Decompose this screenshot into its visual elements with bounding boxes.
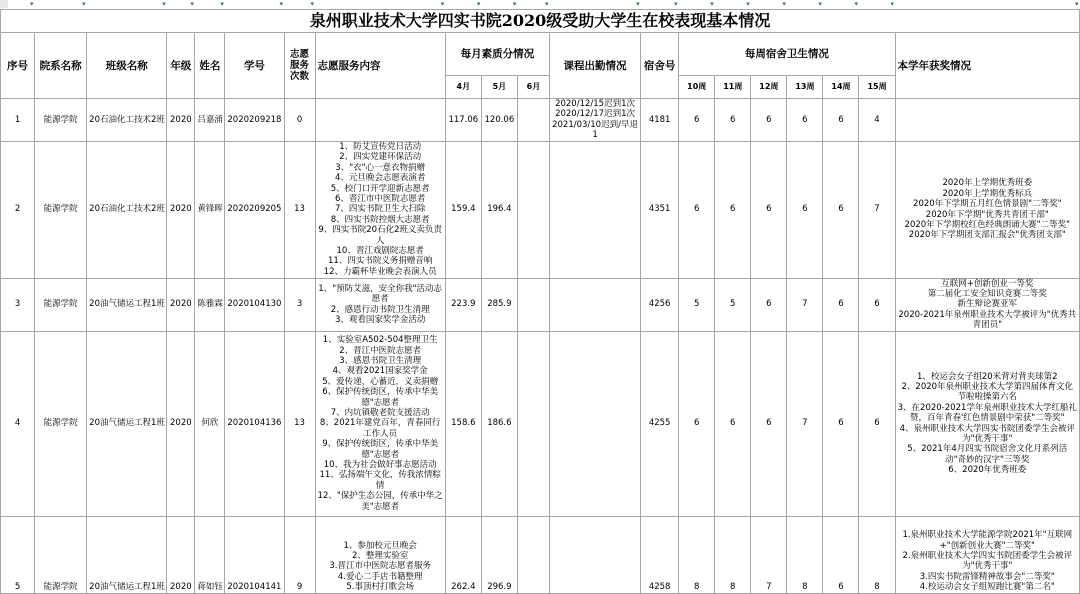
cell-week-score[interactable]: 6 xyxy=(751,278,787,331)
filter-dropdown-icon[interactable]: ▾ xyxy=(279,0,283,8)
header-name[interactable]: 姓名 xyxy=(195,33,225,99)
header-week[interactable]: 10周 xyxy=(679,76,715,99)
award-item: 2.泉州职业技术大学四实书院团委学生会被评为"优秀干事" xyxy=(902,551,1073,572)
award-item: 4、泉州职业技术大学四实书院团委学生会被评为"优秀干事" xyxy=(899,423,1075,445)
header-week[interactable]: 15周 xyxy=(859,76,895,99)
cell-awards[interactable] xyxy=(895,516,1079,593)
award-item: 5、2021年4月四实书院宿舍文化月系列活动"奇妙的汉字"三等奖 xyxy=(907,444,1068,465)
cell-awards[interactable] xyxy=(895,99,1079,142)
cell-score-may[interactable]: 296.9 xyxy=(481,516,517,593)
cell-dorm[interactable]: 4181 xyxy=(641,99,679,142)
filter-cell[interactable] xyxy=(195,0,225,10)
cell-week-score[interactable]: 6 xyxy=(787,141,823,278)
volunteer-item: 2、晋江中医院志愿者 xyxy=(339,345,422,356)
cell-week-score[interactable]: 8 xyxy=(715,516,751,593)
cell-week-score[interactable]: 8 xyxy=(787,516,823,593)
filter-cell[interactable] xyxy=(445,0,481,10)
cell-score-april[interactable]: 117.06 xyxy=(445,99,481,142)
cell-student-id[interactable]: 2020104136 xyxy=(225,331,284,516)
cell-week-score[interactable]: 8 xyxy=(859,516,895,593)
cell-college[interactable]: 能源学院 xyxy=(35,141,87,278)
header-student-id[interactable]: 学号 xyxy=(225,33,284,99)
filter-cell[interactable] xyxy=(751,0,787,10)
filter-dropdown-icon[interactable]: ▾ xyxy=(30,0,34,8)
volunteer-item: 12、"保护生态公园，传承中华之美"志愿者 xyxy=(317,491,443,512)
cell-college[interactable]: 能源学院 xyxy=(35,331,87,516)
cell-score-april[interactable]: 262.4 xyxy=(445,516,481,593)
volunteer-item: 1、防艾宣传党日活动 xyxy=(339,141,422,152)
volunteer-item: 1、实验室A502-504整理卫生 xyxy=(322,335,438,346)
filter-cell[interactable] xyxy=(315,0,445,10)
award-item: 3、在2020-2021学年泉州职业技术大学红船礼赞，百年青春'红色情景剧中荣获"二等奖" xyxy=(897,402,1077,424)
volunteer-item: 4、元旦晚会志愿表演者 xyxy=(334,173,426,184)
filter-cell[interactable] xyxy=(35,0,87,10)
cell-seq[interactable]: 1 xyxy=(1,99,35,142)
cell-score-june[interactable] xyxy=(517,331,549,516)
cell-volunteer-content[interactable] xyxy=(315,516,445,593)
volunteer-item: 4、观看2021国家奖学金 xyxy=(332,366,428,377)
cell-student-id[interactable]: 2020209218 xyxy=(225,99,284,142)
cell-week-score[interactable]: 6 xyxy=(679,331,715,516)
volunteer-item: 5.事顶村打歌会场 xyxy=(346,582,414,593)
table-row xyxy=(1,141,1080,278)
cell-volunteer-count[interactable]: 13 xyxy=(284,141,315,278)
filter-dropdown-icon[interactable]: ▾ xyxy=(310,0,315,8)
award-item: 新生辩论赛亚军 xyxy=(957,299,1018,310)
cell-college[interactable]: 能源学院 xyxy=(35,99,87,142)
filter-cell[interactable] xyxy=(481,0,517,10)
volunteer-item: 2、感恩行动书院卫生清理 xyxy=(330,304,430,315)
cell-week-score[interactable]: 6 xyxy=(751,331,787,516)
header-week[interactable]: 14周 xyxy=(823,76,859,99)
award-item: 2020年上学期优秀标兵 xyxy=(942,188,1033,199)
filter-dropdown-icon[interactable]: ▾ xyxy=(890,0,895,8)
table-row xyxy=(1,516,1080,593)
cell-week-score[interactable]: 6 xyxy=(823,141,859,278)
cell-week-score[interactable]: 6 xyxy=(715,331,751,516)
filter-cell[interactable] xyxy=(823,0,859,10)
volunteer-item: 2、四实党建环保活动 xyxy=(339,152,422,163)
cell-volunteer-count[interactable]: 13 xyxy=(284,331,315,516)
cell-college[interactable]: 能源学院 xyxy=(35,278,87,331)
volunteer-item: 5、爱传递，心蓄近，义卖捐赠 xyxy=(322,376,439,387)
cell-volunteer-content[interactable] xyxy=(315,278,445,331)
cell-score-april[interactable]: 223.9 xyxy=(445,278,481,331)
filter-cell[interactable] xyxy=(549,0,640,10)
award-item: 3.四实书院雷锋精神故事会"二等奖" xyxy=(919,571,1055,582)
cell-week-score[interactable]: 6 xyxy=(823,516,859,593)
volunteer-item: 5、校门口开学迎新志愿者 xyxy=(330,183,430,194)
filter-cell[interactable] xyxy=(715,0,751,10)
award-item: 2020年下学期校红色经典朗诵大赛"二等奖" xyxy=(904,220,1070,231)
filter-cell[interactable] xyxy=(517,0,549,10)
header-month[interactable]: 4月 xyxy=(445,76,481,99)
filter-dropdown-icon[interactable]: ▾ xyxy=(746,0,750,8)
cell-class[interactable]: 20油气储运工程1班 xyxy=(87,278,167,331)
cell-week-score[interactable]: 7 xyxy=(787,331,823,516)
header-monthly-score[interactable]: 每月素质分情况 xyxy=(445,33,549,76)
award-item: 4.校运动会女子组短跑比赛"第二名" xyxy=(919,582,1055,593)
header-week[interactable]: 13周 xyxy=(787,76,823,99)
cell-week-score[interactable]: 6 xyxy=(859,331,895,516)
filter-dropdown-icon[interactable]: ▾ xyxy=(440,0,445,8)
cell-class[interactable]: 20油气储运工程1班 xyxy=(87,516,167,593)
filter-dropdown-icon[interactable]: ▾ xyxy=(818,0,822,8)
volunteer-item: 4.爱心二手店书籍整理 xyxy=(337,571,423,582)
volunteer-item: 12、力霸杯毕业晚会表演人员 xyxy=(323,266,437,277)
cell-score-april[interactable]: 159.4 xyxy=(445,141,481,278)
cell-week-score[interactable]: 7 xyxy=(751,516,787,593)
cell-grade[interactable]: 2020 xyxy=(167,516,195,593)
table-row xyxy=(1,278,1080,331)
cell-seq[interactable]: 3 xyxy=(1,278,35,331)
cell-class[interactable]: 20油气储运工程1班 xyxy=(87,331,167,516)
award-item: 第二届化工安全知识竞赛二等奖 xyxy=(927,289,1047,300)
table-row xyxy=(1,99,1080,142)
cell-week-score[interactable]: 5 xyxy=(715,278,751,331)
volunteer-item: 10、我为社会做好事志愿活动 xyxy=(323,460,437,471)
cell-name[interactable]: 何欣 xyxy=(195,331,225,516)
cell-class[interactable]: 20石油化工技术2班 xyxy=(87,99,167,142)
volunteer-item: 7、四实书院卫生大扫除 xyxy=(334,204,426,215)
volunteer-item: 2、整理实验室 xyxy=(351,551,409,562)
cell-attendance[interactable] xyxy=(549,278,640,331)
filter-cell[interactable] xyxy=(895,0,1079,10)
cell-week-score[interactable]: 7 xyxy=(859,141,895,278)
cell-week-score[interactable]: 6 xyxy=(823,331,859,516)
attendance-line: 2021/03/10迟到/早退1 xyxy=(552,119,638,141)
header-row xyxy=(1,33,1080,76)
cell-score-may[interactable]: 120.06 xyxy=(481,99,517,142)
header-week[interactable]: 11周 xyxy=(715,76,751,99)
volunteer-item: 9、四实书院20石化2班义卖负责人 xyxy=(318,225,442,246)
volunteer-item: 11、弘扬端午文化，传我浓情粽情 xyxy=(319,470,441,491)
cell-student-id[interactable]: 2020104141 xyxy=(225,516,284,593)
filter-dropdown-icon[interactable]: ▾ xyxy=(674,0,678,8)
cell-dorm[interactable]: 4258 xyxy=(641,516,679,593)
award-item: 1、校运会女子组20米背对背夹球第2 xyxy=(916,371,1058,382)
header-week[interactable]: 12周 xyxy=(751,76,787,99)
filter-dropdown-icon[interactable]: ▾ xyxy=(782,0,786,8)
cell-dorm[interactable]: 4351 xyxy=(641,141,679,278)
cell-score-june[interactable] xyxy=(517,141,549,278)
cell-name[interactable]: 蒋如钰 xyxy=(195,516,225,593)
header-seq[interactable]: 序号 xyxy=(1,33,35,99)
filter-cell[interactable] xyxy=(1,0,35,10)
cell-attendance[interactable] xyxy=(549,331,640,516)
cell-seq[interactable]: 5 xyxy=(1,516,35,593)
header-volunteer-count[interactable]: 志愿服务次数 xyxy=(284,33,315,99)
filter-cell[interactable] xyxy=(641,0,679,10)
award-item: 2020年下学期"优秀共青团干部" xyxy=(925,209,1049,220)
cell-name[interactable]: 陈雅霖 xyxy=(195,278,225,331)
volunteer-item: 1、参加校元旦晚会 xyxy=(343,540,417,551)
cell-grade[interactable]: 2020 xyxy=(167,278,195,331)
volunteer-item: 1、"预防艾滋，安全你我"活动志愿者 xyxy=(318,283,443,305)
cell-week-score[interactable]: 7 xyxy=(787,278,823,331)
filter-cell[interactable] xyxy=(167,0,195,10)
volunteer-item: 11、四实书院义务捐赠音响 xyxy=(328,256,433,267)
cell-volunteer-count[interactable]: 0 xyxy=(284,99,315,142)
title-row xyxy=(1,10,1080,33)
cell-dorm[interactable]: 4255 xyxy=(641,331,679,516)
header-dorm[interactable]: 宿舍号 xyxy=(641,33,679,99)
cell-college[interactable]: 能源学院 xyxy=(35,516,87,593)
filter-dropdown-icon[interactable]: ▾ xyxy=(82,0,86,8)
cell-seq[interactable]: 2 xyxy=(1,141,35,278)
cell-score-may[interactable]: 285.9 xyxy=(481,278,517,331)
volunteer-item: 3.晋江市中医院志愿者服务 xyxy=(329,561,431,572)
volunteer-item: 6、晋江市中医院志愿者 xyxy=(334,194,426,205)
header-month[interactable]: 5月 xyxy=(481,76,517,99)
filter-cell[interactable] xyxy=(87,0,167,10)
cell-attendance[interactable] xyxy=(549,99,640,142)
cell-score-may[interactable]: 196.4 xyxy=(481,141,517,278)
filter-cell[interactable] xyxy=(225,0,284,10)
cell-grade[interactable]: 2020 xyxy=(167,99,195,142)
sheet-title[interactable]: 泉州职业技术大学四实书院2020级受助大学生在校表现基本情况 xyxy=(1,10,1080,33)
header-attendance[interactable]: 课程出勤情况 xyxy=(549,33,640,99)
volunteer-item: 8、2021年建党百年，青春同行工作人员 xyxy=(319,418,441,439)
header-college[interactable]: 院系名称 xyxy=(35,33,87,99)
filter-dropdown-icon[interactable]: ▾ xyxy=(512,0,517,8)
cell-week-score[interactable]: 6 xyxy=(679,99,715,142)
cell-week-score[interactable]: 6 xyxy=(715,141,751,278)
table-row xyxy=(1,331,1080,516)
header-month[interactable]: 6月 xyxy=(517,76,549,99)
cell-grade[interactable]: 2020 xyxy=(167,141,195,278)
filter-dropdown-icon[interactable]: ▾ xyxy=(190,0,194,8)
filter-cell[interactable] xyxy=(679,0,715,10)
volunteer-item: 3、感恩书院卫生清理 xyxy=(339,356,422,367)
cell-score-june[interactable] xyxy=(517,278,549,331)
filter-row xyxy=(1,0,1080,10)
cell-week-score[interactable]: 5 xyxy=(679,278,715,331)
volunteer-item: 7、内坑镇敬老院支援活动 xyxy=(330,408,430,419)
cell-grade[interactable]: 2020 xyxy=(167,331,195,516)
volunteer-item: 10、晋江戏剧院志愿者 xyxy=(336,246,424,257)
filter-dropdown-icon[interactable]: ▾ xyxy=(162,0,166,8)
cell-volunteer-content[interactable] xyxy=(315,99,445,142)
award-item: 1.泉州职业技术大学能源学院2021年"互联网+"创新创业大赛"二等奖" xyxy=(902,530,1073,551)
cell-week-score[interactable]: 6 xyxy=(679,141,715,278)
volunteer-item: 9、保护传统街区，传承中华美德"志愿者 xyxy=(322,439,439,460)
header-weekly-hygiene[interactable]: 每周宿舍卫生情况 xyxy=(679,33,895,76)
award-item: 2020年下学期团支部汇报会"优秀团支部" xyxy=(908,230,1066,241)
award-item: 互联网+创新创业一等奖 xyxy=(941,278,1034,289)
volunteer-item: 3、观看国家奖学金活动 xyxy=(334,315,426,326)
filter-cell[interactable] xyxy=(787,0,823,10)
filter-dropdown-icon[interactable]: ▾ xyxy=(220,0,224,8)
cell-class[interactable]: 20石油化工技术2班 xyxy=(87,141,167,278)
cell-week-score[interactable]: 6 xyxy=(715,99,751,142)
cell-name[interactable]: 吕嘉涌 xyxy=(195,99,225,142)
attendance-line: 2020/12/15迟到1次 xyxy=(555,99,635,109)
cell-attendance[interactable] xyxy=(549,141,640,278)
cell-score-may[interactable]: 186.6 xyxy=(481,331,517,516)
cell-week-score[interactable]: 8 xyxy=(679,516,715,593)
filter-cell[interactable] xyxy=(859,0,895,10)
cell-week-score[interactable]: 6 xyxy=(823,278,859,331)
award-item: 2020年上学期优秀班委 xyxy=(942,178,1033,189)
cell-score-june[interactable] xyxy=(517,99,549,142)
cell-week-score[interactable]: 4 xyxy=(859,99,895,142)
attendance-line: 2020/12/17迟到1次 xyxy=(555,109,635,120)
cell-score-june[interactable] xyxy=(517,516,549,593)
award-item: 2020-2021年泉州职业技术大学被评为"优秀共青团员" xyxy=(898,309,1077,331)
cell-score-april[interactable]: 158.6 xyxy=(445,331,481,516)
cell-awards[interactable] xyxy=(895,331,1079,516)
cell-awards[interactable] xyxy=(895,278,1079,331)
header-class[interactable]: 班级名称 xyxy=(87,33,167,99)
cell-name[interactable]: 黄锋晖 xyxy=(195,141,225,278)
cell-dorm[interactable]: 4256 xyxy=(641,278,679,331)
volunteer-item: 6、保护传统街区，传承中华美德"志愿者 xyxy=(322,387,439,408)
filter-dropdown-icon[interactable]: ▾ xyxy=(710,0,714,8)
cell-volunteer-content[interactable] xyxy=(315,141,445,278)
cell-volunteer-count[interactable]: 9 xyxy=(284,516,315,593)
cell-seq[interactable]: 4 xyxy=(1,331,35,516)
cell-student-id[interactable]: 2020209205 xyxy=(225,141,284,278)
filter-dropdown-icon[interactable]: ▾ xyxy=(1074,0,1079,8)
filter-dropdown-icon[interactable]: ▾ xyxy=(854,0,858,8)
cell-week-score[interactable]: 6 xyxy=(751,141,787,278)
cell-week-score[interactable]: 6 xyxy=(859,278,895,331)
header-awards[interactable]: 本学年获奖情况 xyxy=(895,33,1079,99)
cell-volunteer-count[interactable]: 3 xyxy=(284,278,315,331)
filter-dropdown-icon[interactable]: ▾ xyxy=(544,0,549,8)
award-item: 2、2020年泉州职业技术大学第四届体育文化节啦啦操第六名 xyxy=(901,382,1074,403)
award-item: 6、2020年优秀班委 xyxy=(948,465,1027,476)
cell-student-id[interactable]: 2020104130 xyxy=(225,278,284,331)
cell-volunteer-content[interactable] xyxy=(315,331,445,516)
filter-dropdown-icon[interactable]: ▾ xyxy=(636,0,640,8)
header-grade[interactable]: 年级 xyxy=(167,33,195,99)
cell-attendance[interactable] xyxy=(549,516,640,593)
filter-dropdown-icon[interactable]: ▾ xyxy=(476,0,481,8)
cell-awards[interactable] xyxy=(895,141,1079,278)
cell-week-score[interactable]: 6 xyxy=(751,99,787,142)
award-item: 2020年下学期五月红色情景剧"二等奖" xyxy=(913,199,1062,210)
cell-week-score[interactable]: 6 xyxy=(787,99,823,142)
volunteer-item: 8、四实书院控烟大志愿者 xyxy=(330,214,430,225)
volunteer-item: 3、"衣"心一意衣物捐赠 xyxy=(335,162,426,173)
cell-week-score[interactable]: 6 xyxy=(823,99,859,142)
filter-cell[interactable] xyxy=(284,0,315,10)
header-volunteer-content[interactable]: 志愿服务内容 xyxy=(315,33,445,99)
